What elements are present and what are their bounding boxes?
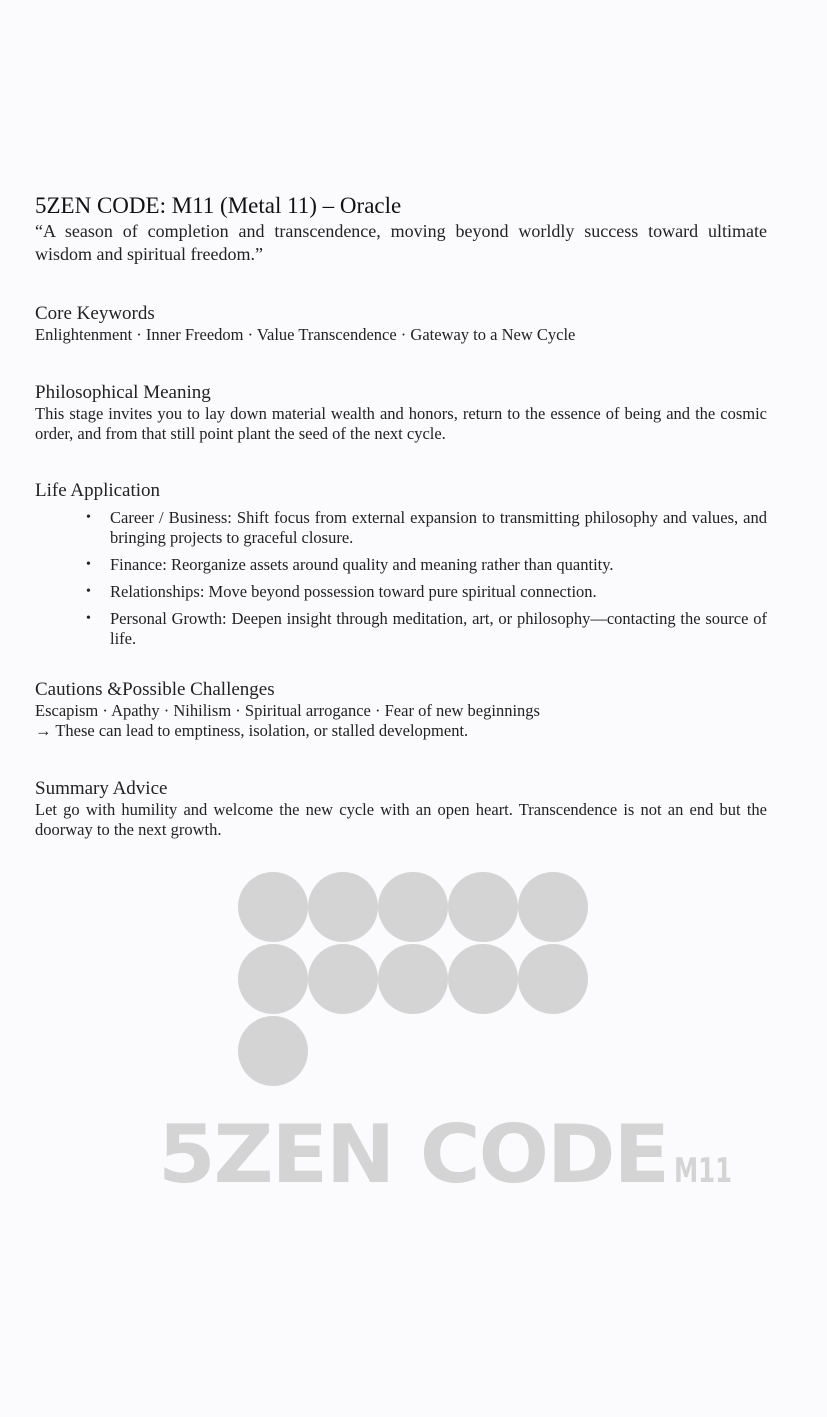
life-application-section [35,480,767,649]
philosophical-meaning-heading: Philosophical Meaning [35,382,211,403]
philosophical-meaning-section [35,382,767,444]
summary-text: Let go with humility and welcome the new cycle with an open heart. Transcendence is not an end but the doorway to the next growth. [35,800,767,839]
logo-dot [238,944,308,1014]
logo-dot [308,944,378,1014]
list-item: • Personal Growth: Deepen insight through meditation, art, or philosophy—contacting the source of life. [86,609,767,648]
summary-section [35,778,767,840]
intro-quote: “A season of completion and transcendence, moving beyond worldly success toward ultimate wisdom and spiritual freedom.” [35,221,767,264]
logo-dot [238,872,308,942]
document-body [35,192,767,840]
logo-code-suffix: M11 [674,1151,732,1191]
logo-dot [518,944,588,1014]
cautions-heading: Cautions &Possible Challenges [35,679,275,700]
logo-dot-grid [238,872,588,1086]
cautions-section [35,679,767,741]
cautions-consequence: → These can lead to emptiness, isolation, or stalled development. [35,721,469,740]
bullet-icon: • [86,611,91,626]
logo-dot [448,872,518,942]
logo-dot [448,944,518,1014]
life-application-list [35,508,767,649]
logo-dot [378,872,448,942]
list-item: • Finance: Reorganize assets around quality and meaning rather than quantity. [86,555,614,574]
logo-dot [238,1016,308,1086]
core-keywords-section [35,303,767,345]
life-application-heading: Life Application [35,480,161,501]
logo-dot [378,944,448,1014]
philosophical-meaning-text: This stage invites you to lay down material wealth and honors, return to the essence of being and the cosmic order, and from that still point plant the seed of the next cycle. [35,404,767,443]
bullet-icon: • [86,584,91,599]
logo-dot [308,872,378,942]
logo-dot [518,872,588,942]
bullet-icon: • [86,510,91,525]
list-item: • Relationships: Move beyond possession toward pure spiritual connection. [86,582,597,601]
list-item: • Career / Business: Shift focus from external expansion to transmitting philosophy and values, and bringing projects to graceful closure. [86,508,767,547]
summary-heading: Summary Advice [35,778,168,799]
cautions-list: Escapism · Apathy · Nihilism · Spiritual arrogance · Fear of new beginnings [35,701,540,720]
bullet-icon: • [86,557,91,572]
core-keywords-heading: Core Keywords [35,303,155,324]
logo-wordmark: 5ZEN CODE [158,1108,668,1201]
core-keywords-text: Enlightenment · Inner Freedom · Value Transcendence · Gateway to a New Cycle [35,325,576,344]
page-title: 5ZEN CODE: M11 (Metal 11) – Oracle [35,193,402,218]
